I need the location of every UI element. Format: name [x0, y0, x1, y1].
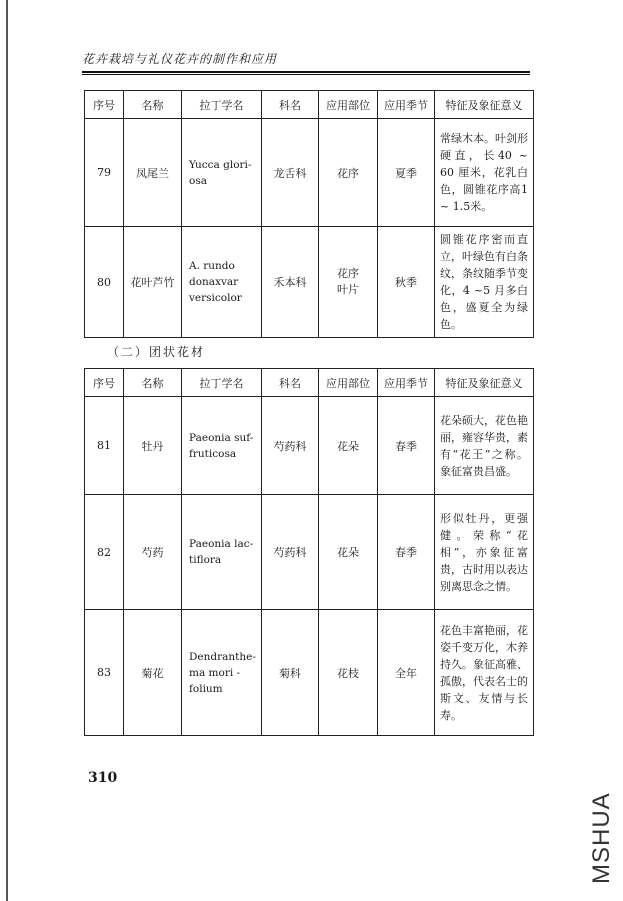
cell-season: 全年: [378, 610, 435, 736]
col-header-feature: 特征及象征意义: [435, 369, 534, 397]
col-header-family: 科名: [262, 91, 319, 119]
cell-family: 龙舌科: [262, 119, 319, 227]
cell-feature: 常绿木本。叶剑形硬直，长40 ~ 60 厘米，花乳白色，圆锥花序高1 ~ 1.5米。: [435, 119, 534, 227]
col-header-season: 应用季节: [378, 91, 435, 119]
header-rule: [82, 71, 530, 73]
page-number: 310: [88, 770, 118, 786]
cell-seq: 80: [85, 227, 124, 338]
cell-family: 芍药科: [262, 495, 319, 610]
plant-table-1: [84, 90, 534, 338]
plant-table-2: [84, 368, 534, 736]
cell-seq: 81: [85, 397, 124, 495]
cell-part: 花朵: [319, 495, 378, 610]
cell-latin: Paeonia lac- tiflora: [182, 495, 262, 610]
table-header-row: [85, 369, 534, 397]
cell-feature: 形似牡丹，更强健。荣称“花相”，亦象征富贵，古时用以表达别离思念之情。: [435, 495, 534, 610]
cell-season: 秋季: [378, 227, 435, 338]
cell-feature: 圆锥花序密而直立，叶绿色有白条纹，条纹随季节变化，4 ~5 月多白色，盛夏全为绿色。: [435, 227, 534, 338]
cell-season: 春季: [378, 397, 435, 495]
cell-season: 春季: [378, 495, 435, 610]
page-spine-line: [6, 0, 8, 901]
cell-name: 芍药: [124, 495, 182, 610]
col-header-latin: 拉丁学名: [182, 369, 262, 397]
cell-latin: Paeonia suf- fruticosa: [182, 397, 262, 495]
cell-family: 芍药科: [262, 397, 319, 495]
col-header-part: 应用部位: [319, 369, 378, 397]
cell-family: 菊科: [262, 610, 319, 736]
col-header-seq: 序号: [85, 369, 124, 397]
col-header-name: 名称: [124, 91, 182, 119]
table-row: [85, 610, 534, 736]
cell-part: 花序: [319, 119, 378, 227]
col-header-name: 名称: [124, 369, 182, 397]
cell-feature: 花朵硕大，花色艳丽，雍容华贵，素有“花王”之称。象征富贵昌盛。: [435, 397, 534, 495]
cell-seq: 82: [85, 495, 124, 610]
col-header-part: 应用部位: [319, 91, 378, 119]
table-row: [85, 397, 534, 495]
cell-part: 花枝: [319, 610, 378, 736]
cell-latin: Dendranthe- ma mori - folium: [182, 610, 262, 736]
col-header-season: 应用季节: [378, 369, 435, 397]
table-row: [85, 119, 534, 227]
cell-latin: A. rundo donaxvar versicolor: [182, 227, 262, 338]
col-header-feature: 特征及象征意义: [435, 91, 534, 119]
cell-name: 菊花: [124, 610, 182, 736]
section-title: （二）团状花材: [107, 345, 206, 359]
table-header-row: [85, 91, 534, 119]
cell-part: 花朵: [319, 397, 378, 495]
col-header-seq: 序号: [85, 91, 124, 119]
cell-name: 凤尾兰: [124, 119, 182, 227]
cell-latin: Yucca glori- osa: [182, 119, 262, 227]
running-head: 花卉栽培与礼仪花卉的制作和应用: [82, 52, 278, 66]
cell-feature: 花色丰富艳丽，花姿千变万化，木养持久。象征高雅、孤傲，代表名士的斯文、友情与长寿。: [435, 610, 534, 736]
table-row: [85, 495, 534, 610]
cell-seq: 79: [85, 119, 124, 227]
header-rule-thin: [82, 74, 530, 75]
cell-season: 夏季: [378, 119, 435, 227]
cell-seq: 83: [85, 610, 124, 736]
col-header-family: 科名: [262, 369, 319, 397]
watermark-text: MSHUA: [588, 792, 615, 884]
cell-part: 花序 叶片: [319, 227, 378, 338]
col-header-latin: 拉丁学名: [182, 91, 262, 119]
table-row: [85, 227, 534, 338]
cell-family: 禾本科: [262, 227, 319, 338]
cell-name: 牡丹: [124, 397, 182, 495]
cell-name: 花叶芦竹: [124, 227, 182, 338]
